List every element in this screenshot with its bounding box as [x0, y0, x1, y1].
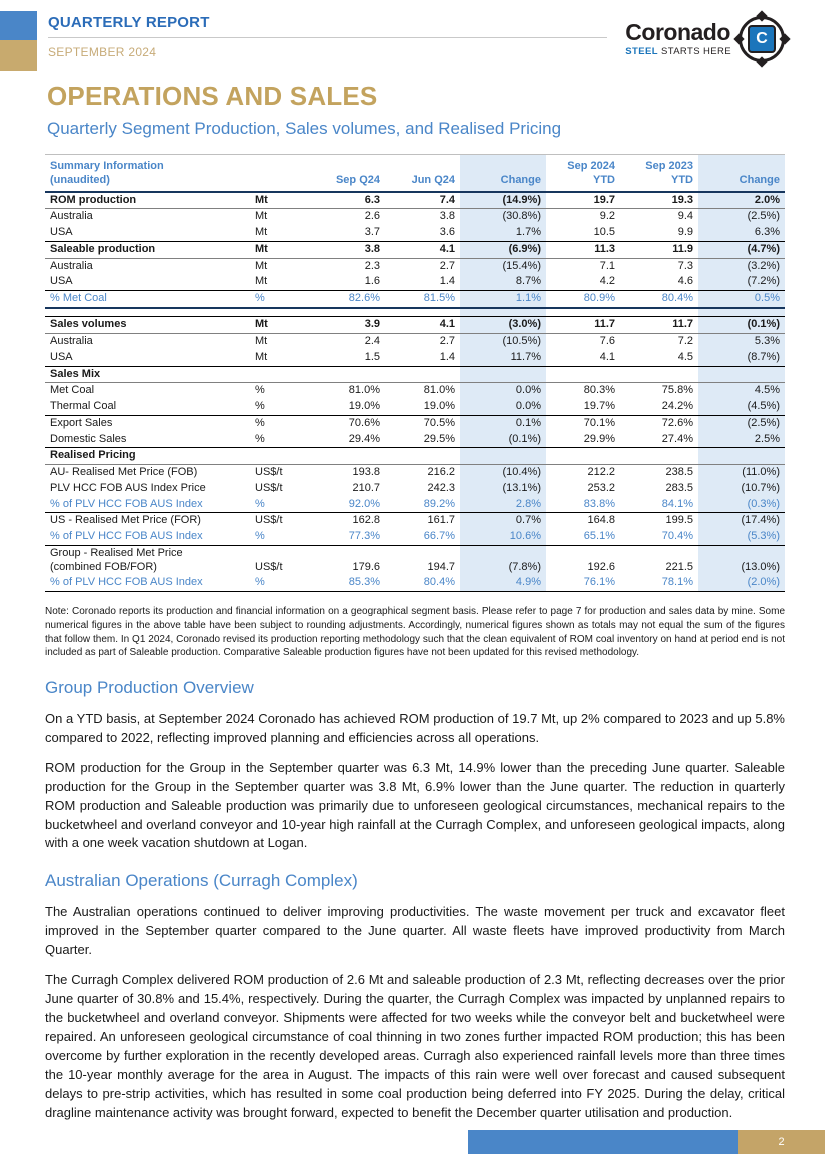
header-left [48, 14, 625, 59]
table-cell: 179.6 [352, 560, 380, 573]
table-cell: 210.7 [352, 481, 380, 494]
table-cell: 4.6 [620, 274, 698, 290]
table-cell: % [250, 432, 300, 448]
table-cell: Mt [250, 274, 300, 290]
table-cell: 1.4 [385, 274, 460, 290]
table-cell: 0.0% [460, 399, 546, 415]
table-cell: 29.5% [385, 432, 460, 448]
table-cell: 7.2 [677, 335, 693, 348]
table-cell: (0.1%) [460, 432, 546, 448]
table-cell: 4.1 [546, 350, 620, 366]
table-cell [546, 448, 620, 465]
table-cell: 84.1% [620, 497, 698, 513]
group-overview-paragraph-2: ROM production for the Group in the September quarter was 6.3 Mt, 14.9% lower than the preceding June quarter. Saleable production for the Group in the September quarter was 3.8 Mt, 6.9% lower than the June quarter. The reduction in quarterly ROM production and Saleable production was primarily due to unforeseen geological circumstances, mechanical repairs to the bucketwheel and overland conveyor and 10-year high rainfall at the Curragh Complex, and unforeseen geological impacts, along with a one week vacation shutdown at Logan. [45, 759, 785, 851]
table-row [45, 334, 785, 350]
table-row [45, 274, 785, 290]
table-cell: 11.9 [620, 241, 698, 258]
table-cell: 81.0% [348, 384, 380, 397]
table-cell: 19.0% [385, 399, 460, 415]
table-cell: Australia [50, 335, 93, 348]
page-footer [0, 1130, 825, 1154]
table-cell: 0.5% [698, 291, 785, 308]
page-subtitle: Quarterly Segment Production, Sales volumes, and Realised Pricing [47, 118, 562, 138]
table-cell: 65.1% [546, 529, 620, 545]
table-row [45, 545, 785, 575]
table-cell [300, 448, 385, 465]
table-cell: US - Realised Met Price (FOR) [50, 514, 201, 527]
logo-tagline-rest: STARTS HERE [657, 46, 731, 57]
table-cell: 221.5 [665, 560, 693, 573]
col-header-unit [250, 154, 300, 191]
coronado-logo [625, 16, 785, 62]
table-cell: (4.7%) [698, 241, 785, 258]
col-header-jun-q24: Jun Q24 [385, 154, 460, 191]
table-cell: Saleable production [45, 241, 250, 258]
table-cell: 162.8 [352, 514, 380, 527]
group-overview-paragraph-1: On a YTD basis, at September 2024 Coronado has achieved ROM production of 19.7 Mt, up 2% compared to 2023 and up 5.8% compared to 2022, reflecting improved planning and efficiencies across all operations. [45, 710, 785, 745]
report-title: QUARTERLY REPORT [48, 14, 210, 31]
table-cell: 75.8% [661, 384, 693, 397]
table-cell: 4.1 [385, 317, 460, 334]
table-row [45, 465, 785, 481]
table-cell: (13.1%) [460, 481, 546, 497]
table-cell: 19.0% [300, 399, 385, 415]
table-cell: (5.3%) [698, 529, 785, 545]
table-cell: 242.3 [427, 481, 455, 494]
table-cell [620, 448, 698, 465]
table-cell: (3.0%) [460, 317, 546, 334]
table-cell: Mt [255, 335, 268, 348]
table-cell: 80.9% [546, 291, 620, 308]
table-cell: 7.3 [677, 259, 693, 272]
logo-text [625, 21, 731, 57]
table-cell: (2.5%) [698, 209, 785, 225]
table-cell: 11.7 [546, 317, 620, 334]
table-cell: USA [45, 350, 250, 366]
col-header-sep-2023-ytd: Sep 2023 YTD [620, 154, 698, 191]
table-row [45, 383, 785, 399]
table-row [45, 258, 785, 274]
table-cell [698, 308, 785, 317]
table-row [45, 291, 785, 308]
australian-ops-paragraph-1: The Australian operations continued to deliver improving productivities. The waste movement per truck and excavator fleet improved in the September quarter compared to the June quarter. All waste fleets have improved productivity from March Quarter. [45, 903, 785, 957]
table-cell: % [250, 575, 300, 591]
table-cell: 9.9 [620, 225, 698, 241]
table-cell: 70.1% [583, 416, 615, 429]
table-cell: 3.8 [439, 210, 455, 223]
table-cell [620, 308, 698, 317]
table-row [45, 241, 785, 258]
heading-group-production-overview: Group Production Overview [45, 678, 254, 698]
table-cell: (30.8%) [460, 209, 546, 225]
table-cell: 3.8 [300, 241, 385, 258]
table-cell: Australia [50, 259, 93, 272]
table-cell: 1.4 [385, 350, 460, 366]
table-cell: Domestic Sales [45, 432, 250, 448]
table-cell: 238.5 [665, 466, 693, 479]
table-cell: (17.4%) [698, 513, 785, 529]
table-cell: % of PLV HCC FOB AUS Index [45, 529, 250, 545]
logo-c-emblem: C [748, 25, 776, 53]
table-cell: Thermal Coal [45, 399, 250, 415]
page-title: OPERATIONS AND SALES [47, 81, 378, 111]
compass-point-west [733, 33, 744, 44]
table-cell: % [255, 416, 265, 429]
table-cell: 19.7 [546, 192, 620, 209]
table-cell: USA [45, 274, 250, 290]
col-header-sep-q24: Sep Q24 [300, 154, 385, 191]
table-cell: 76.1% [546, 575, 620, 591]
table-cell: Group - Realised Met Price (combined FOB/FOR) [50, 546, 183, 573]
table-cell: 6.3 [300, 192, 385, 209]
table-cell: % [250, 497, 300, 513]
table-cell: (10.7%) [698, 481, 785, 497]
footer-accent-bar [468, 1130, 738, 1154]
table-cell: 161.7 [427, 514, 455, 527]
table-cell: (10.5%) [460, 334, 546, 350]
table-cell [385, 448, 460, 465]
table-cell: USA [45, 225, 250, 241]
table-cell: US$/t [255, 481, 283, 494]
table-cell: 1.5 [300, 350, 385, 366]
table-cell: % [255, 384, 265, 397]
table-cell: AU- Realised Met Price (FOB) [50, 466, 198, 479]
table-cell: 27.4% [620, 432, 698, 448]
table-cell: (0.3%) [698, 497, 785, 513]
table-note: Note: Coronado reports its production and financial information on a geographical segment basis. Please refer to page 7 for production and sales data by mine. Some numerical figures in the above table have been subject to rounding adjustments. Accordingly, numerical figures shown as totals may not equal the sum of the figures that follow them. In Q1 2024, Coronado revised its production reporting methodology such that the clean equivalent of ROM coal inventory on hand at period end is not included as part of Saleable production. Comparative Saleable production figures have not been updated for this revised methodology. [45, 606, 785, 659]
table-cell: ROM production [45, 192, 250, 209]
col-header-change-quarter: Change [460, 154, 546, 191]
table-cell [698, 448, 785, 465]
table-cell: 82.6% [300, 291, 385, 308]
table-cell: 1.1% [460, 291, 546, 308]
table-cell: (8.7%) [698, 350, 785, 366]
table-row [45, 497, 785, 513]
table-cell: 199.5 [665, 514, 693, 527]
table-cell: Mt [250, 317, 300, 334]
table-cell [250, 308, 300, 317]
table-cell: 2.7 [439, 259, 455, 272]
logo-brand: Coronado [625, 19, 730, 45]
table-cell: 11.7% [460, 350, 546, 366]
table-cell: 3.7 [300, 225, 385, 241]
table-row [45, 399, 785, 415]
table-cell: 193.8 [352, 466, 380, 479]
page-number-badge [738, 1130, 825, 1154]
col-header-change-ytd: Change [698, 154, 785, 191]
table-cell [300, 308, 385, 317]
table-cell [698, 366, 785, 383]
table-cell [385, 308, 460, 317]
table-cell: (15.4%) [460, 258, 546, 274]
table-cell: 0.7% [460, 513, 546, 529]
table-cell [250, 448, 300, 465]
table-cell: 6.3% [698, 225, 785, 241]
table-cell: 7.1 [599, 259, 615, 272]
table-cell: 10.6% [460, 529, 546, 545]
table-cell: 4.5% [698, 383, 785, 399]
table-cell: % [250, 399, 300, 415]
table-cell: 81.0% [423, 384, 455, 397]
australian-ops-paragraph-2: The Curragh Complex delivered ROM production of 2.6 Mt and saleable production of 2.3 Mt, reflecting decreases over the prior June quarter of 30.8% and 15.4%, respectively. During the quarter, the Curragh Complex was impacted by unplanned repairs to the bucketwheel and overland conveyor. Shipments were affected for two weeks while the conveyor belt and bucketwheel were repaired. An unforeseen geological circumstance of coal thinning in two zones further impacted ROM production; this has been overcome by further exploration in the recently developed areas. Curragh also experienced rainfall levels more than three times the 10-year monthly average for the area in August. The impacts of this rain were well over forecast and caused subsequent delays to pre-strip activities, which has resulted in some coal production being deferred into FY 2025. During the delay, critical dragline maintenance activity was brought forward, expected to benefit the December quarter utilisation and production. [45, 971, 785, 1120]
heading-australian-operations: Australian Operations (Curragh Complex) [45, 871, 358, 891]
table-row [45, 575, 785, 591]
table-cell: 77.3% [300, 529, 385, 545]
compass-point-east [779, 33, 790, 44]
table-cell: Met Coal [50, 384, 95, 397]
table-cell: 80.4% [620, 291, 698, 308]
table-cell: 2.6 [364, 210, 380, 223]
table-cell: Mt [255, 259, 268, 272]
table-cell: 29.4% [300, 432, 385, 448]
table-cell: 92.0% [300, 497, 385, 513]
table-cell: 194.7 [427, 560, 455, 573]
table-cell: 80.4% [385, 575, 460, 591]
table-cell: (14.9%) [460, 192, 546, 209]
table-cell: 4.2 [546, 274, 620, 290]
table-cell: Sales volumes [45, 317, 250, 334]
accent-square-blue [0, 11, 37, 40]
table-row [45, 481, 785, 497]
col-header-sep-2024-ytd: Sep 2024 YTD [546, 154, 620, 191]
table-cell [460, 308, 546, 317]
table-cell: 7.6 [599, 335, 615, 348]
table-cell: Mt [250, 225, 300, 241]
summary-table [45, 154, 785, 592]
table-cell: 80.3% [583, 384, 615, 397]
table-cell: Mt [250, 350, 300, 366]
table-cell: Realised Pricing [45, 448, 250, 465]
summary-table-body [45, 192, 785, 592]
table-cell: 216.2 [427, 466, 455, 479]
logo-tagline [625, 46, 731, 57]
table-cell: 2.4 [364, 335, 380, 348]
table-cell: 81.5% [385, 291, 460, 308]
table-row [45, 209, 785, 225]
logo-tagline-steel: STEEL [625, 46, 658, 57]
table-cell: (7.2%) [698, 274, 785, 290]
table-cell: 192.6 [587, 560, 615, 573]
coronado-compass-icon [739, 16, 785, 62]
header-divider [48, 37, 607, 38]
table-cell: 83.8% [546, 497, 620, 513]
table-cell: 253.2 [587, 481, 615, 494]
table-cell: Mt [250, 192, 300, 209]
table-row [45, 448, 785, 465]
table-cell: (2.5%) [698, 415, 785, 431]
table-cell: 66.7% [385, 529, 460, 545]
table-cell: 0.0% [460, 383, 546, 399]
table-cell: US$/t [255, 560, 283, 573]
table-cell [546, 308, 620, 317]
compass-point-south [756, 56, 767, 67]
table-row [45, 513, 785, 529]
table-cell: 2.3 [364, 259, 380, 272]
table-cell: 10.5 [546, 225, 620, 241]
table-row [45, 317, 785, 334]
page-number: 2 [778, 1136, 785, 1148]
table-cell: 11.3 [546, 241, 620, 258]
table-cell: 7.4 [385, 192, 460, 209]
table-cell: (4.5%) [698, 399, 785, 415]
table-cell: 9.4 [677, 210, 693, 223]
table-header-row [45, 154, 785, 191]
table-cell: Mt [255, 210, 268, 223]
table-cell: (2.0%) [698, 575, 785, 591]
table-cell [460, 366, 546, 383]
table-cell: 164.8 [587, 514, 615, 527]
table-cell: (7.8%) [460, 545, 546, 575]
table-cell: 3.6 [385, 225, 460, 241]
table-row [45, 350, 785, 366]
table-cell: Export Sales [50, 416, 113, 429]
table-cell [460, 448, 546, 465]
table-cell: US$/t [255, 514, 283, 527]
accent-square-tan [0, 40, 37, 71]
table-row [45, 432, 785, 448]
table-cell: (6.9%) [460, 241, 546, 258]
table-cell: 70.4% [620, 529, 698, 545]
table-row [45, 192, 785, 209]
table-cell: 212.2 [587, 466, 615, 479]
table-cell [620, 366, 698, 383]
table-cell: % [250, 529, 300, 545]
table-cell: 70.6% [348, 416, 380, 429]
table-cell: 2.7 [439, 335, 455, 348]
table-cell: 2.8% [460, 497, 546, 513]
table-cell [300, 366, 385, 383]
table-cell: (10.4%) [460, 465, 546, 481]
table-cell [45, 308, 250, 317]
table-cell: 4.9% [460, 575, 546, 591]
table-cell: 8.7% [460, 274, 546, 290]
page-content [45, 82, 785, 1122]
table-cell: 4.5 [620, 350, 698, 366]
table-cell: (13.0%) [698, 545, 785, 575]
table-cell: 283.5 [665, 481, 693, 494]
col-header-summary-information: Summary Information (unaudited) [45, 154, 250, 191]
table-gap-row [45, 308, 785, 317]
table-cell: 2.0% [698, 192, 785, 209]
table-cell: 3.9 [300, 317, 385, 334]
table-cell [385, 366, 460, 383]
table-cell: 85.3% [300, 575, 385, 591]
compass-point-north [756, 10, 767, 21]
table-cell: 2.5% [698, 432, 785, 448]
table-cell: 5.3% [698, 334, 785, 350]
table-cell: (0.1%) [698, 317, 785, 334]
table-cell: US$/t [255, 466, 283, 479]
table-cell: PLV HCC FOB AUS Index Price [50, 481, 206, 494]
table-row [45, 225, 785, 241]
table-cell: 0.1% [460, 415, 546, 431]
table-cell: Mt [250, 241, 300, 258]
table-row [45, 415, 785, 431]
table-cell: 19.7% [546, 399, 620, 415]
table-cell: 70.5% [423, 416, 455, 429]
table-cell: 29.9% [546, 432, 620, 448]
table-cell [546, 366, 620, 383]
page-header [48, 14, 785, 62]
table-cell: (3.2%) [698, 258, 785, 274]
table-cell: 1.7% [460, 225, 546, 241]
table-cell: 19.3 [620, 192, 698, 209]
table-cell: Australia [50, 210, 93, 223]
table-cell: % [250, 291, 300, 308]
report-date: SEPTEMBER 2024 [48, 45, 157, 59]
table-cell: % of PLV HCC FOB AUS Index [45, 575, 250, 591]
table-cell: 24.2% [620, 399, 698, 415]
table-cell: 72.6% [661, 416, 693, 429]
table-cell: 78.1% [620, 575, 698, 591]
table-cell: (11.0%) [698, 465, 785, 481]
table-cell: 11.7 [620, 317, 698, 334]
table-cell: % Met Coal [45, 291, 250, 308]
table-cell: 9.2 [599, 210, 615, 223]
table-cell: % of PLV HCC FOB AUS Index [45, 497, 250, 513]
table-cell: Sales Mix [45, 366, 250, 383]
table-cell: 1.6 [300, 274, 385, 290]
table-cell: 4.1 [385, 241, 460, 258]
table-row [45, 529, 785, 545]
table-cell: 89.2% [385, 497, 460, 513]
table-cell [250, 366, 300, 383]
table-row [45, 366, 785, 383]
